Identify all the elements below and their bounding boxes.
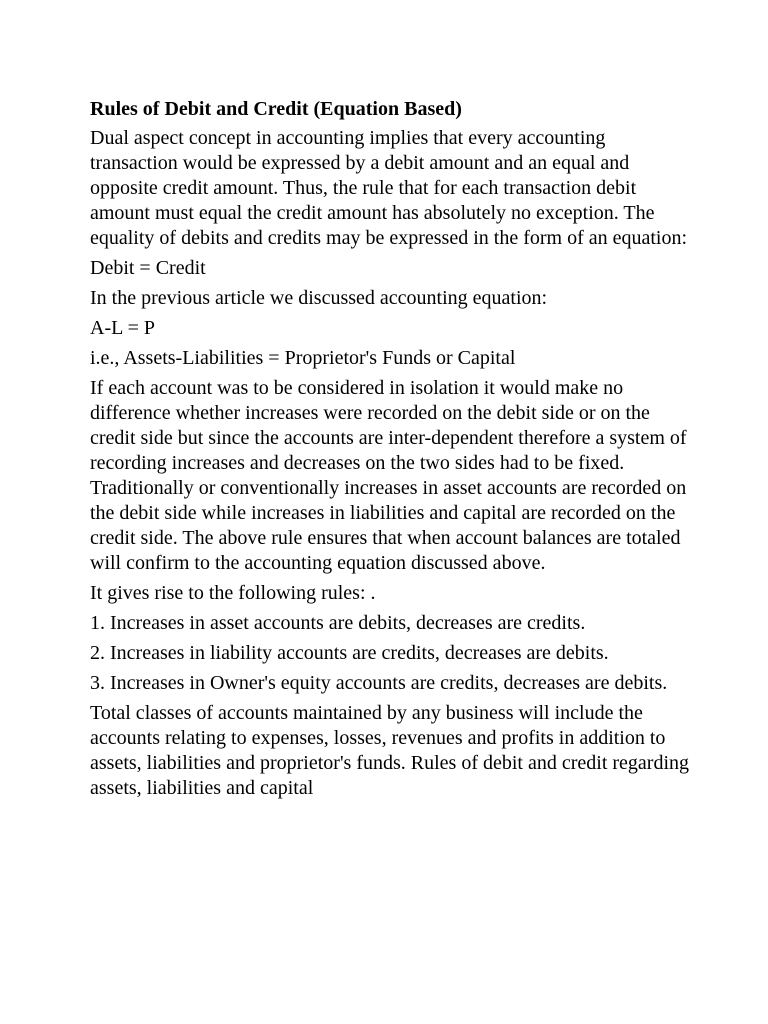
paragraph-rules-intro: It gives rise to the following rules: . (90, 582, 376, 604)
rule-item-3: 3. Increases in Owner's equity accounts are credits, decreases are debits. (90, 672, 668, 694)
paragraph-ie-assets: i.e., Assets-Liabilities = Proprietor's Funds or Capital (90, 347, 516, 369)
document-page (90, 97, 690, 806)
paragraph-previous-article: In the previous article we discussed accounting equation: (90, 287, 548, 309)
rule-item-2: 2. Increases in liability accounts are credits, decreases are debits. (90, 642, 609, 664)
paragraph-total-classes: Total classes of accounts maintained by any business will include the accounts relating to expenses, losses, revenues and profits in addition to assets, liabilities and proprietor's funds. Rules of debit and credit regarding assets, liabilities and capital (90, 702, 690, 799)
document-title: Rules of Debit and Credit (Equation Based) (90, 98, 462, 120)
rule-item-1: 1. Increases in asset accounts are debits, decreases are credits. (90, 612, 586, 634)
equation-debit-credit: Debit = Credit (90, 257, 206, 279)
paragraph-dual-aspect: Dual aspect concept in accounting implies that every accounting transaction would be expressed by a debit amount and an equal and opposite credit amount. Thus, the rule that for each transaction debit amount must equal the credit amount has absolutely no exception. The equality of debits and credits may be expressed in the form of an equation: (90, 127, 688, 249)
paragraph-isolation: If each account was to be considered in isolation it would make no difference whether increases were recorded on the debit side or on the credit side but since the accounts are inter-dependent therefore a system of recording increases and decreases on the two sides had to be fixed. Traditionally or conventionally increases in asset accounts are recorded on the debit side while increases in liabilities and capital are recorded on the credit side. The above rule ensures that when account balances are totaled will confirm to the accounting equation discussed above. (90, 377, 687, 574)
equation-alp: A-L = P (90, 317, 155, 339)
